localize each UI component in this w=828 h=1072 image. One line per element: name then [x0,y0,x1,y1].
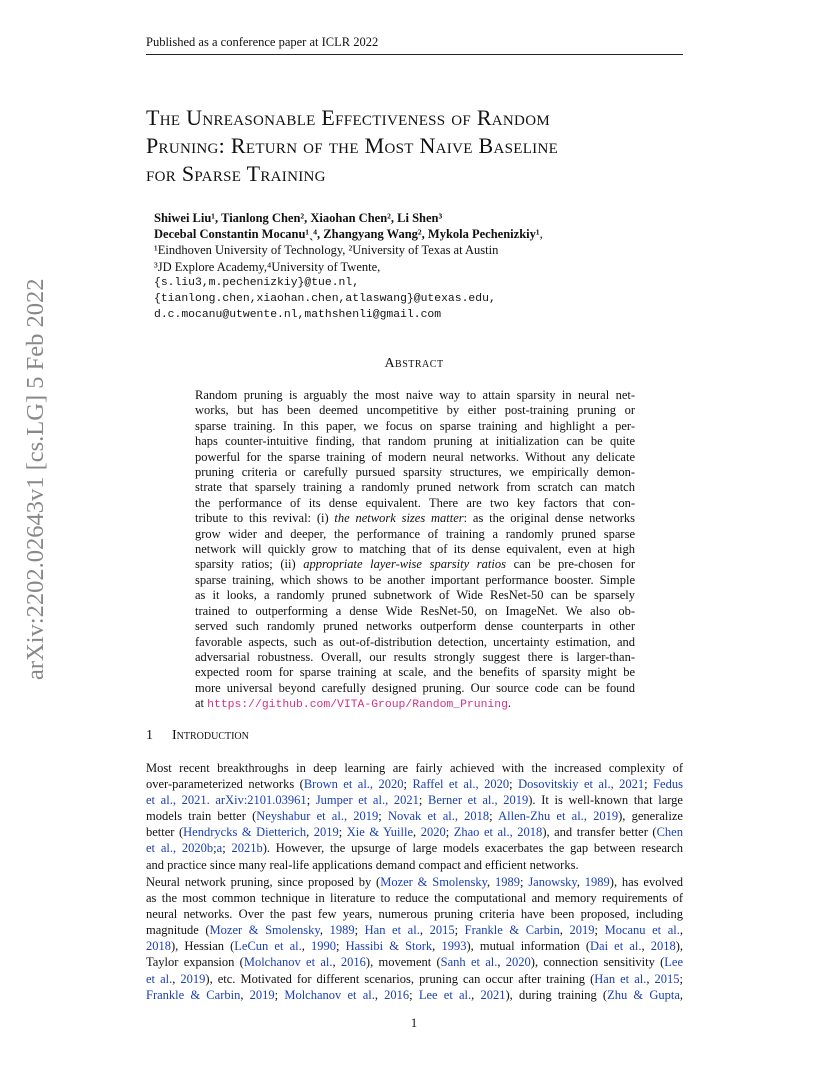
text: , [432,939,442,954]
text: , [646,971,655,986]
text: ; [306,793,316,808]
text: . [507,696,512,711]
running-header: Published as a conference paper at ICLR 2022 [146,35,683,55]
text: magnitude ( [146,923,210,938]
text: ; [336,939,346,954]
author-line-2-comma: , [539,227,543,242]
text: ; [274,987,285,1002]
text: , [332,955,341,970]
citation-link[interactable]: Chen [656,825,683,840]
citation-link[interactable]: Mocanu et al. [604,923,680,938]
abstract-line: works, but has been deemed uncompetitive by either post-training pruning or [195,403,635,418]
abstract-heading: Abstract [384,356,444,371]
text: ; [644,777,654,792]
text: , [487,875,495,889]
citation-link[interactable]: Berner et al., 2019 [427,793,529,808]
citation-link[interactable]: Zhao et al., 2018 [453,825,543,840]
text: ; [403,777,413,792]
citation-link[interactable]: Han et al. [594,971,647,986]
paragraph-line [146,824,683,840]
intro-paragraph-1 [146,760,683,873]
citation-link[interactable]: 2019 [249,987,275,1002]
affiliation-line-2: ³JD Explore Academy,⁴University of Twente, [154,259,381,274]
abstract-line: the performance of its dense equivalent. There are two key factors that con- [195,495,635,510]
citation-link[interactable]: Molchanov et al. [284,987,375,1002]
abstract-line: as it looks, a randomly pruned subnetwork of Wide ResNet-50 can be sparsely [195,588,635,603]
citation-link[interactable]: et al. [146,971,173,986]
citation-link[interactable]: Frankle & Carbin [464,923,560,938]
text: ; [338,825,347,840]
paragraph-line [146,874,683,890]
abstract-line: served such randomly pruned networks outperform dense counterparts in other [195,619,635,634]
text: , [559,923,570,938]
text: ; [489,809,499,824]
citation-link[interactable]: 1990 [311,939,336,954]
citation-link[interactable]: Mozer & Smolensky [209,923,320,938]
text: ; [222,841,232,856]
abstract-line: sparse training. In this paper, we focus on sparse training and highlight a per- [195,418,635,433]
text: , [471,987,481,1002]
citation-link[interactable]: Allen-Zhu et al., 2019 [498,809,619,824]
text: , [172,971,181,986]
citation-link[interactable]: Novak et al., 2018 [387,809,490,824]
text: tribute to this revival: (i) [195,511,335,526]
arxiv-identifier: arXiv:2202.02643v1 [cs.LG] 5 Feb 2022 [22,278,49,680]
text: Neural network pruning, since proposed by ( [146,875,381,889]
citation-link[interactable]: Dosovitskiy et al., 2021 [518,777,645,792]
citation-link[interactable]: Frankle & Carbin [146,987,241,1002]
citation-link[interactable]: 1989 [494,875,520,889]
abstract-line: sparse training, which shows to be another important performance booster. Simple [195,572,635,587]
citation-link[interactable]: 2019 [313,825,339,840]
text: sparsity ratios; (ii) [195,557,304,572]
citation-link[interactable]: Dai et al. [590,939,642,954]
text: , [319,923,330,938]
text: , [419,923,430,938]
paragraph-line: Most recent breakthroughs in deep learning are fairly achieved with the increased complexity of [146,761,683,775]
citation-link[interactable]: 2019 [180,971,206,986]
text: ; [213,841,217,856]
text: : as the original dense networks [463,511,635,526]
text: ). It is well-known that large [528,793,683,808]
text: , [576,875,585,889]
emphasis: appropriate layer-wise sparsity ratios [303,557,506,572]
text: over-parameterized networks ( [146,777,304,792]
email-line-3: d.c.mocanu@utwente.nl,mathshenli@gmail.com [154,309,442,322]
citation-link[interactable]: Neyshabur et al., 2019 [256,809,379,824]
citation-link[interactable]: Raffel et al., 2020 [412,777,510,792]
citation-link[interactable]: Jumper et al., 2021 [315,793,419,808]
intro-paragraph-2 [146,874,683,1003]
text: ; [594,923,605,938]
text: ; [445,825,454,840]
abstract-line: strate that sparsely training a randomly pruned network from scratch can match [195,480,635,495]
abstract-line: expected room for sparse training at scale, and the benefits of sparsity might be [195,665,635,680]
abstract-line [195,511,635,526]
email-line-2: {tianlong.chen,xiaohan.chen,atlaswang}@utexas.edu, [154,293,496,306]
paragraph-line [146,792,683,808]
text: , [641,939,651,954]
paragraph-line [146,954,683,970]
text: ; [418,793,428,808]
citation-link[interactable]: 2016 [384,987,410,1002]
citation-link[interactable]: Sanh et al. [440,955,498,970]
paragraph-line: neural networks. Over the past few years, numerous pruning criteria have been proposed, including [146,907,683,922]
text: ; [519,875,529,889]
citation-link[interactable]: 1993 [441,939,467,954]
author-block [154,210,694,323]
paper-title [146,104,686,188]
citation-link[interactable]: a [216,841,223,856]
citation-link[interactable]: et al., 2020b [146,841,214,856]
abstract-line: adversarial robustness. Overall, our results strongly suggest there is larger-than- [195,649,635,664]
abstract-line: grow wider and deeper, the performance of training a randomly pruned sparse [195,526,635,541]
text: ; [679,971,684,986]
title-line-2: Pruning: Return of the Most Naive Baseline [146,133,559,158]
author-line-1: Shiwei Liu¹, Tianlong Chen², Xiaohan Chen², Li Shen³ [154,211,443,225]
text: ), connection sensitivity ( [530,955,665,970]
text: ), generalize [618,809,683,824]
citation-link[interactable]: Zhu & Gupta [607,987,680,1002]
text: ; [409,987,419,1002]
citation-link[interactable]: Hendrycks & Dietterich [183,825,307,840]
citation-link[interactable]: Han et al. [364,923,420,938]
paragraph-line [146,987,683,1003]
citation-link[interactable]: 2020 [505,955,531,970]
text: at [195,696,208,711]
author-line-2 [154,226,694,242]
paragraph-line [146,840,683,856]
text: ), mutual information ( [466,939,590,954]
text: ; [454,923,465,938]
citation-link[interactable]: Lee [664,955,684,970]
citation-link[interactable]: Lee et al. [418,987,472,1002]
text: ), has evolved [609,875,683,889]
citation-link[interactable]: Mozer & Smolensky [380,875,488,889]
text: ). However, the upsurge of large models exacerbates the gap between research [262,841,683,856]
paragraph-line [146,971,683,987]
citation-link[interactable]: LeCun et al. [234,939,302,954]
citation-link[interactable]: 2018 [650,939,676,954]
affiliation-line-1: ¹Eindhoven University of Technology, ²University of Texas at Austin [154,243,499,258]
text: ), etc. Motivated for different scenarios, pruning can occur after training ( [205,971,595,986]
citation-link[interactable]: 2016 [340,955,366,970]
section-heading [146,728,249,744]
citation-link[interactable]: 1989 [584,875,610,889]
text: , [374,987,385,1002]
email-line-1: {s.liu3,m.pechenizkiy}@tue.nl, [154,276,360,289]
citation-link[interactable]: 1989 [329,923,355,938]
text: , [679,987,684,1002]
abstract-line: favorable aspects, such as out-of-distribution detection, uncertainty estimation, and [195,634,635,649]
text: ), movement ( [365,955,441,970]
citation-link[interactable]: Brown et al., 2020 [303,777,404,792]
abstract-line: network will quickly grow to matching that of its dense equivalent, even at high [195,542,635,557]
paragraph-line: as the most common technique in literature to reduce the computational and memory requirements of [146,891,683,906]
code-repo-link[interactable]: https://github.com/VITA-Group/Random_Pruning [207,699,508,712]
paragraph-line: and practice since many real-life applications demand compact and efficient networks. [146,857,579,872]
abstract-line [195,696,635,713]
author-line-2-names: Decebal Constantin Mocanu¹ˎ⁴, Zhangyang Wang², Mykola Pechenizkiy¹ [154,227,540,242]
abstract-line: powerful for the sparse training of modern neural networks. Without any delicate [195,449,635,464]
text: , [306,825,314,840]
citation-link[interactable]: 2015 [654,971,680,986]
abstract-line: haps counter-intuitive finding, that random pruning at initialization can be quite [195,434,635,449]
citation-link[interactable]: Hassibi & Stork [345,939,433,954]
citation-link[interactable]: 2020 [420,825,446,840]
section-number: 1 [146,728,153,743]
text: , [497,955,506,970]
text: models train better ( [146,809,257,824]
abstract-body [195,388,635,714]
section-title: Introduction [172,728,249,743]
abstract-line: pruning criteria or carefully pursued sparsity structures, we empirically demon- [195,465,635,480]
text: can be pre-chosen for [505,557,635,572]
text: better ( [146,825,184,840]
emphasis: the network sizes matter [334,511,464,526]
text: ; [378,809,388,824]
text: ), [675,939,684,954]
citation-link[interactable]: et al., 2021. arXiv:2101.03961 [146,793,307,808]
citation-link[interactable]: 2018 [146,939,171,954]
abstract-line: Random pruning is arguably the most naive way to attain sparsity in neural net- [195,388,635,402]
title-line-1: The Unreasonable Effectiveness of Random [146,105,550,130]
text: ), Hessian ( [171,939,235,954]
paragraph-line [146,938,683,954]
text: , [240,987,250,1002]
text: , [301,939,311,954]
abstract-line: more universal beyond carefully designed pruning. Our source code can be found [195,680,635,695]
page-number: 1 [410,1016,418,1030]
text: ), and transfer better ( [542,825,657,840]
citation-link[interactable]: Molchanov et al. [243,955,333,970]
text: ; [354,923,365,938]
text: ; [509,777,519,792]
text: ), during training ( [505,987,608,1002]
citation-link[interactable]: Janowsky [528,875,577,889]
text: Taylor expansion ( [146,955,244,970]
text: , [413,825,421,840]
citation-link[interactable]: 2019 [569,923,595,938]
citation-link[interactable]: Xie & Yuille [346,825,414,840]
title-line-3: for Sparse Training [146,161,326,186]
abstract-line [195,557,635,572]
citation-link[interactable]: Fedus [653,777,683,792]
paragraph-line [146,776,683,792]
citation-link[interactable]: 2015 [429,923,455,938]
text: , [679,923,684,938]
citation-link[interactable]: 2021 [480,987,506,1002]
abstract-line: trained to outperforming a dense Wide ResNet-50, on ImageNet. We also ob- [195,603,635,618]
paragraph-line [146,808,683,824]
paragraph-line [146,922,683,938]
citation-link[interactable]: 2021b [231,841,263,856]
